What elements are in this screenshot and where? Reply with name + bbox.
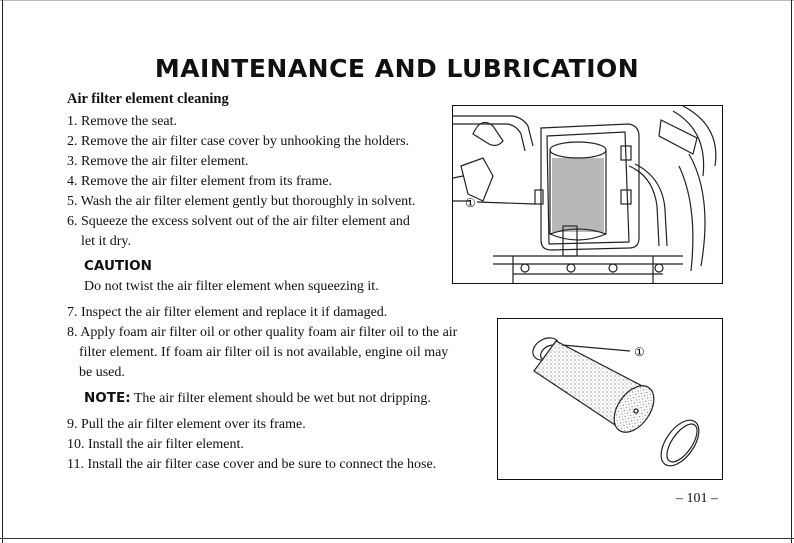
step-5: 5. Wash the air filter element gently but thoroughly in solvent. <box>67 194 416 209</box>
figure-air-filter-case <box>452 105 723 284</box>
step-11: 11. Install the air filter case cover and be sure to connect the hose. <box>67 457 437 472</box>
page-number: – 101 – <box>676 491 718 506</box>
caution-text: Do not twist the air filter element when squeezing it. <box>84 279 379 294</box>
air-filter-case-illustration <box>453 106 722 283</box>
page-bottom-rule <box>0 538 794 539</box>
step-9: 9. Pull the air filter element over its frame. <box>67 417 306 432</box>
step-1: 1. Remove the seat. <box>67 114 178 129</box>
step-6: 6. Squeeze the excess solvent out of the air filter element and <box>67 214 410 229</box>
air-filter-element-illustration <box>498 319 722 479</box>
figure2-callout: ① <box>634 345 645 359</box>
step-10: 10. Install the air filter element. <box>67 437 244 452</box>
steps-list-9-11 <box>67 415 507 475</box>
step-8-continued-1: filter element. If foam air filter oil is not available, engine oil may <box>79 345 449 360</box>
figure-air-filter-element <box>497 318 723 480</box>
caution-heading: CAUTION <box>84 258 152 274</box>
step-4: 4. Remove the air filter element from its frame. <box>67 174 333 189</box>
page-title: MAINTENANCE AND LUBRICATION <box>154 54 640 83</box>
steps-list-1-6 <box>67 112 507 252</box>
page-top-rule <box>0 0 794 1</box>
step-7: 7. Inspect the air filter element and replace it if damaged. <box>67 305 388 320</box>
note-label: NOTE: <box>84 390 131 406</box>
figure1-callout: ① <box>465 196 476 210</box>
step-8: 8. Apply foam air filter oil or other quality foam air filter oil to the air <box>67 325 458 340</box>
note <box>84 390 431 407</box>
step-6-continued: let it dry. <box>81 234 132 249</box>
step-8-continued-2: be used. <box>79 365 125 380</box>
steps-list-7-8 <box>67 303 487 383</box>
step-3: 3. Remove the air filter element. <box>67 154 249 169</box>
step-2: 2. Remove the air filter case cover by unhooking the holders. <box>67 134 410 149</box>
section-title: Air filter element cleaning <box>67 91 229 107</box>
note-text: The air filter element should be wet but not dripping. <box>130 391 431 406</box>
